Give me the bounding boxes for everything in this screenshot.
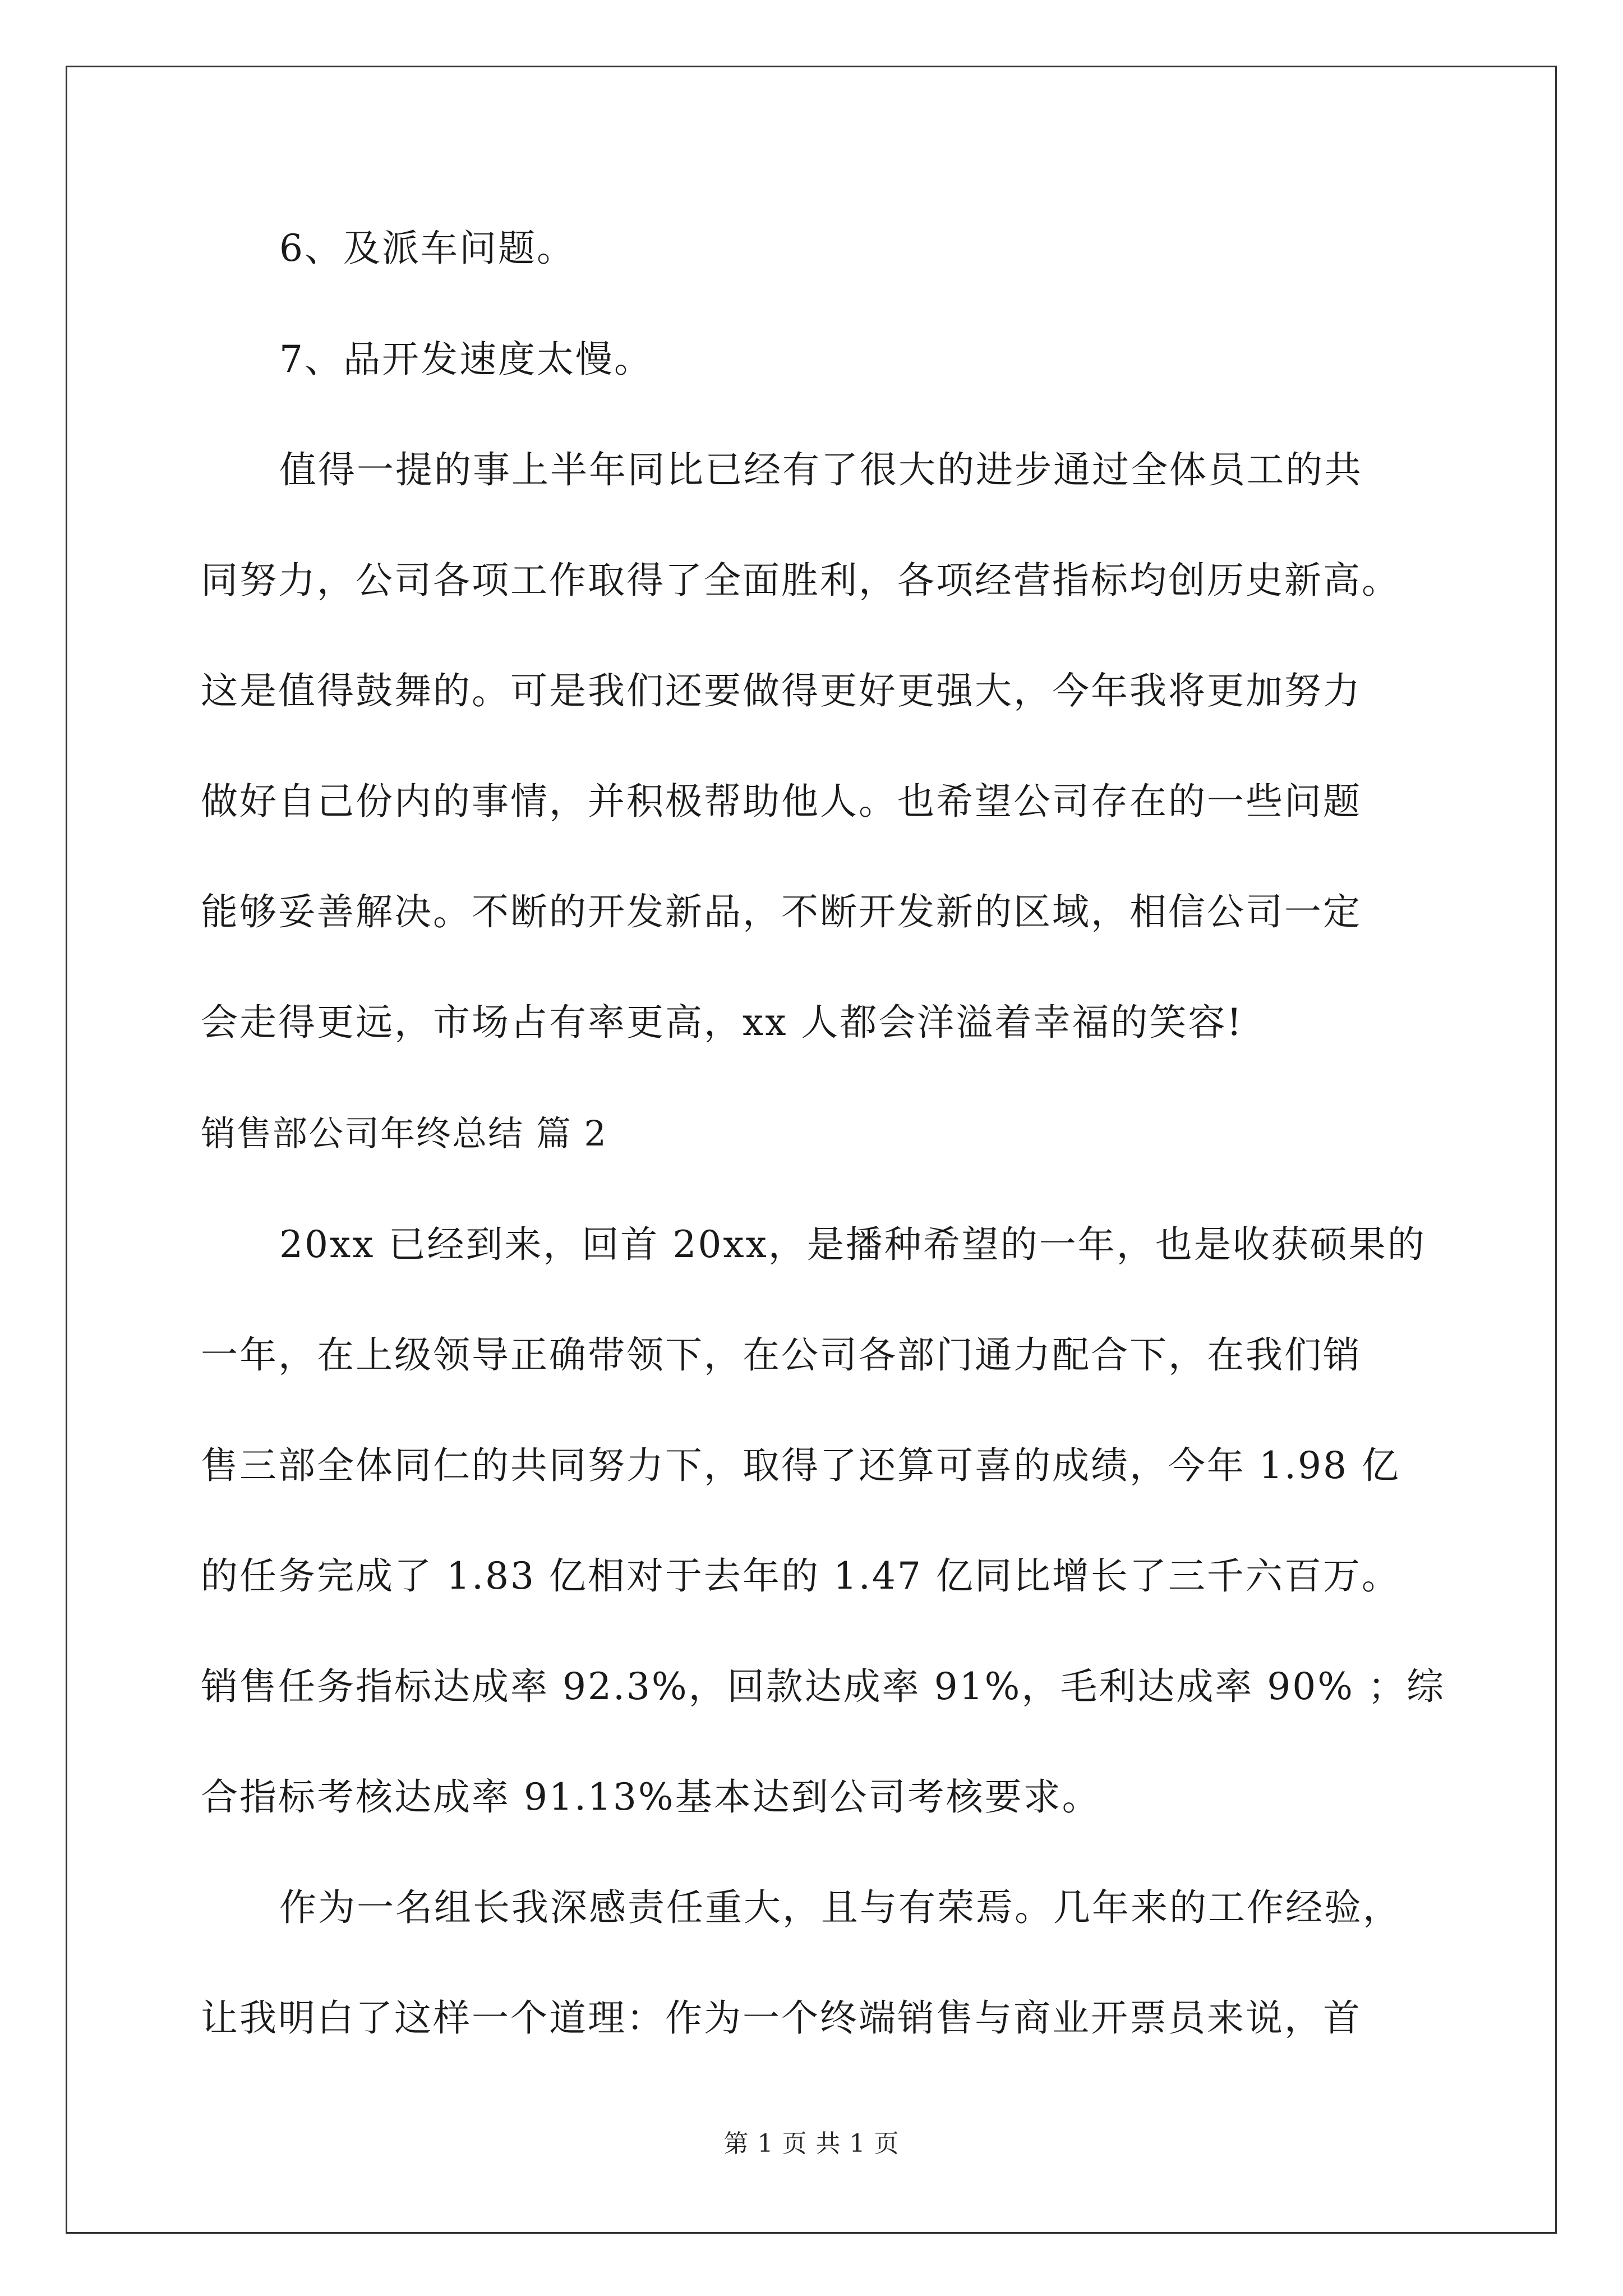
paragraph-line: 一年，在上级领导正确带领下，在公司各部门通力配合下，在我们销 [201,1333,1362,1377]
list-item-6: 6、及派车问题。 [279,227,575,270]
paragraph-line: 售三部全体同仁的共同努力下，取得了还算可喜的成绩，今年 1.98 亿 [201,1444,1400,1487]
paragraph-line: 能够妥善解决。不断的开发新品，不断开发新的区域，相信公司一定 [201,890,1362,933]
page-footer: 第 1 页 共 1 页 [723,2129,900,2158]
paragraph-line: 同努力，公司各项工作取得了全面胜利，各项经营指标均创历史新高。 [201,559,1400,602]
list-item-7: 7、品开发速度太慢。 [279,338,653,381]
paragraph-line: 合指标考核达成率 91.13%基本达到公司考核要求。 [201,1775,1101,1819]
paragraph-line: 让我明白了这样一个道理：作为一个终端销售与商业开票员来说，首 [201,1996,1362,2040]
paragraph-line: 值得一提的事上半年同比已经有了很大的进步通过全体员工的共 [279,448,1363,491]
paragraph-line: 作为一名组长我深感责任重大，且与有荣焉。几年来的工作经验， [279,1886,1401,1929]
paragraph-line: 20xx 已经到来，回首 20xx，是播种希望的一年，也是收获硕果的 [279,1223,1426,1266]
section-heading: 销售部公司年终总结 篇 2 [201,1113,607,1154]
paragraph-line: 这是值得鼓舞的。可是我们还要做得更好更强大，今年我将更加努力 [201,669,1362,712]
paragraph-line: 的任务完成了 1.83 亿相对于去年的 1.47 亿同比增长了三千六百万。 [201,1554,1400,1598]
paragraph-line: 做好自己份内的事情，并积极帮助他人。也希望公司存在的一些问题 [201,780,1362,823]
paragraph-line: 会走得更远，市场占有率更高，xx 人都会洋溢着幸福的笑容! [201,1001,1243,1044]
paragraph-line: 销售任务指标达成率 92.3%，回款达成率 91%，毛利达成率 90% ；综 [201,1665,1445,1708]
